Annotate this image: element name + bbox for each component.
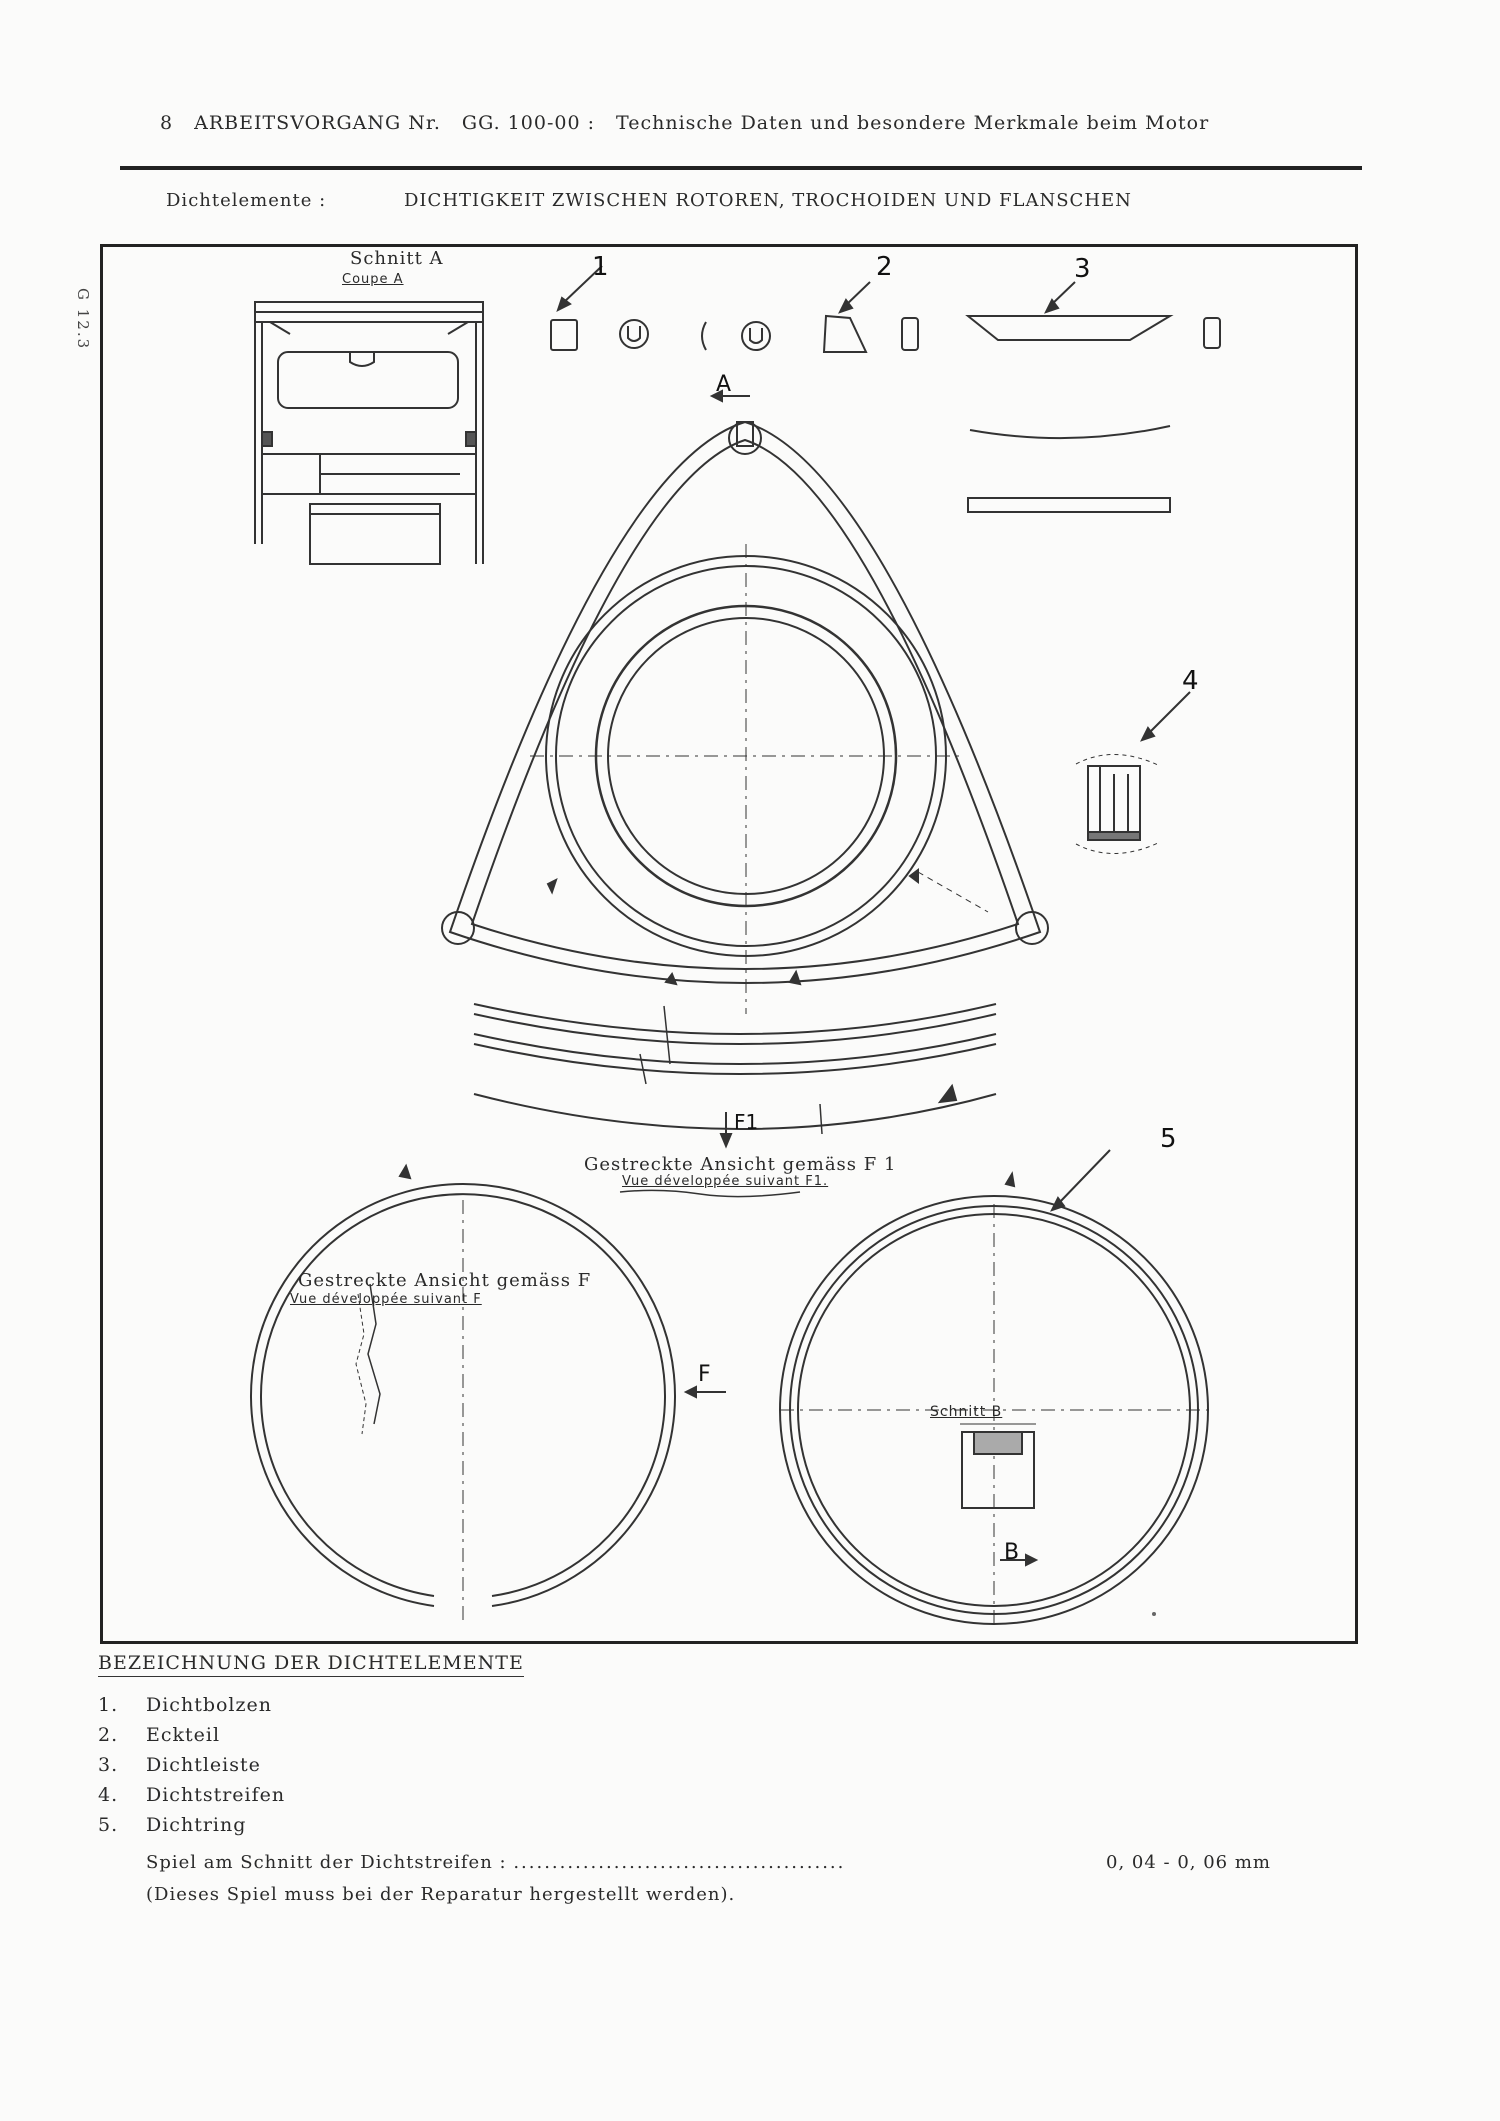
legend-item: 3. Dichtleiste xyxy=(98,1754,261,1776)
callout-5: 5 xyxy=(1160,1124,1177,1154)
clearance-label: Spiel am Schnitt der Dichtstreifen : xyxy=(146,1852,507,1873)
side-code: G 12.3 xyxy=(74,288,92,351)
legend-item: 1. Dichtbolzen xyxy=(98,1694,272,1716)
operation-code: GG. 100-00 : xyxy=(461,112,595,134)
item5-seal-ring xyxy=(780,1150,1210,1624)
legend-item: 2. Eckteil xyxy=(98,1724,221,1746)
page-title: Technische Daten und besondere Merkmale beim Motor xyxy=(616,112,1210,134)
seal-elements-drawing xyxy=(100,244,1352,1638)
section-a-label: Schnitt A xyxy=(350,248,444,269)
section-a-drawing xyxy=(255,302,483,564)
callout-1: 1 xyxy=(592,252,609,282)
legend-title: BEZEICHNUNG DER DICHTELEMENTE xyxy=(98,1652,524,1677)
scan-speck xyxy=(1152,1612,1156,1616)
operation-label: ARBEITSVORGANG Nr. xyxy=(194,112,441,134)
subheader-label: Dichtelemente : xyxy=(166,190,327,211)
section-b-label: Schnitt B xyxy=(930,1404,1003,1420)
header-rule xyxy=(120,166,1362,170)
legend-item: 4. Dichtstreifen xyxy=(98,1784,286,1806)
item1-seal-bolts xyxy=(551,266,770,350)
view-f-french-label: Vue développée suivant F xyxy=(290,1292,482,1307)
legend-item: 5. Dichtring xyxy=(98,1814,247,1836)
arrow-a-label: A xyxy=(716,372,732,397)
legend-list xyxy=(98,1690,285,1840)
callout-4: 4 xyxy=(1182,666,1199,696)
view-f-label: Gestreckte Ansicht gemäss F xyxy=(298,1270,592,1291)
page-number: 8 xyxy=(160,112,174,134)
section-a-french-label: Coupe A xyxy=(342,272,404,287)
arrow-f-label: F xyxy=(698,1362,711,1387)
view-f1-label: Gestreckte Ansicht gemäss F 1 xyxy=(584,1154,897,1175)
item2-corner-pieces xyxy=(824,282,918,352)
repair-note: (Dieses Spiel muss bei der Reparatur hergestellt werden). xyxy=(146,1884,736,1905)
split-ring-view-f xyxy=(251,1166,726,1624)
view-f1-french-label: Vue développée suivant F1. xyxy=(622,1174,829,1189)
item3-seal-strip xyxy=(968,282,1220,512)
clearance-value: 0, 04 - 0, 06 mm xyxy=(1106,1852,1271,1873)
callout-3: 3 xyxy=(1074,254,1091,284)
item4-seal-strip-detail xyxy=(1076,692,1190,854)
callout-2: 2 xyxy=(876,252,893,282)
clearance-note xyxy=(146,1852,845,1873)
subheader-title: DICHTIGKEIT ZWISCHEN ROTOREN, TROCHOIDEN UND FLANSCHEN xyxy=(404,190,1132,211)
page-header xyxy=(160,112,1223,134)
rotor-drawing xyxy=(442,422,1048,1014)
clearance-dots: ........................................... xyxy=(513,1852,846,1873)
arrow-f1-label: F1 xyxy=(734,1110,759,1134)
arrow-b-label: B xyxy=(1004,1540,1020,1565)
